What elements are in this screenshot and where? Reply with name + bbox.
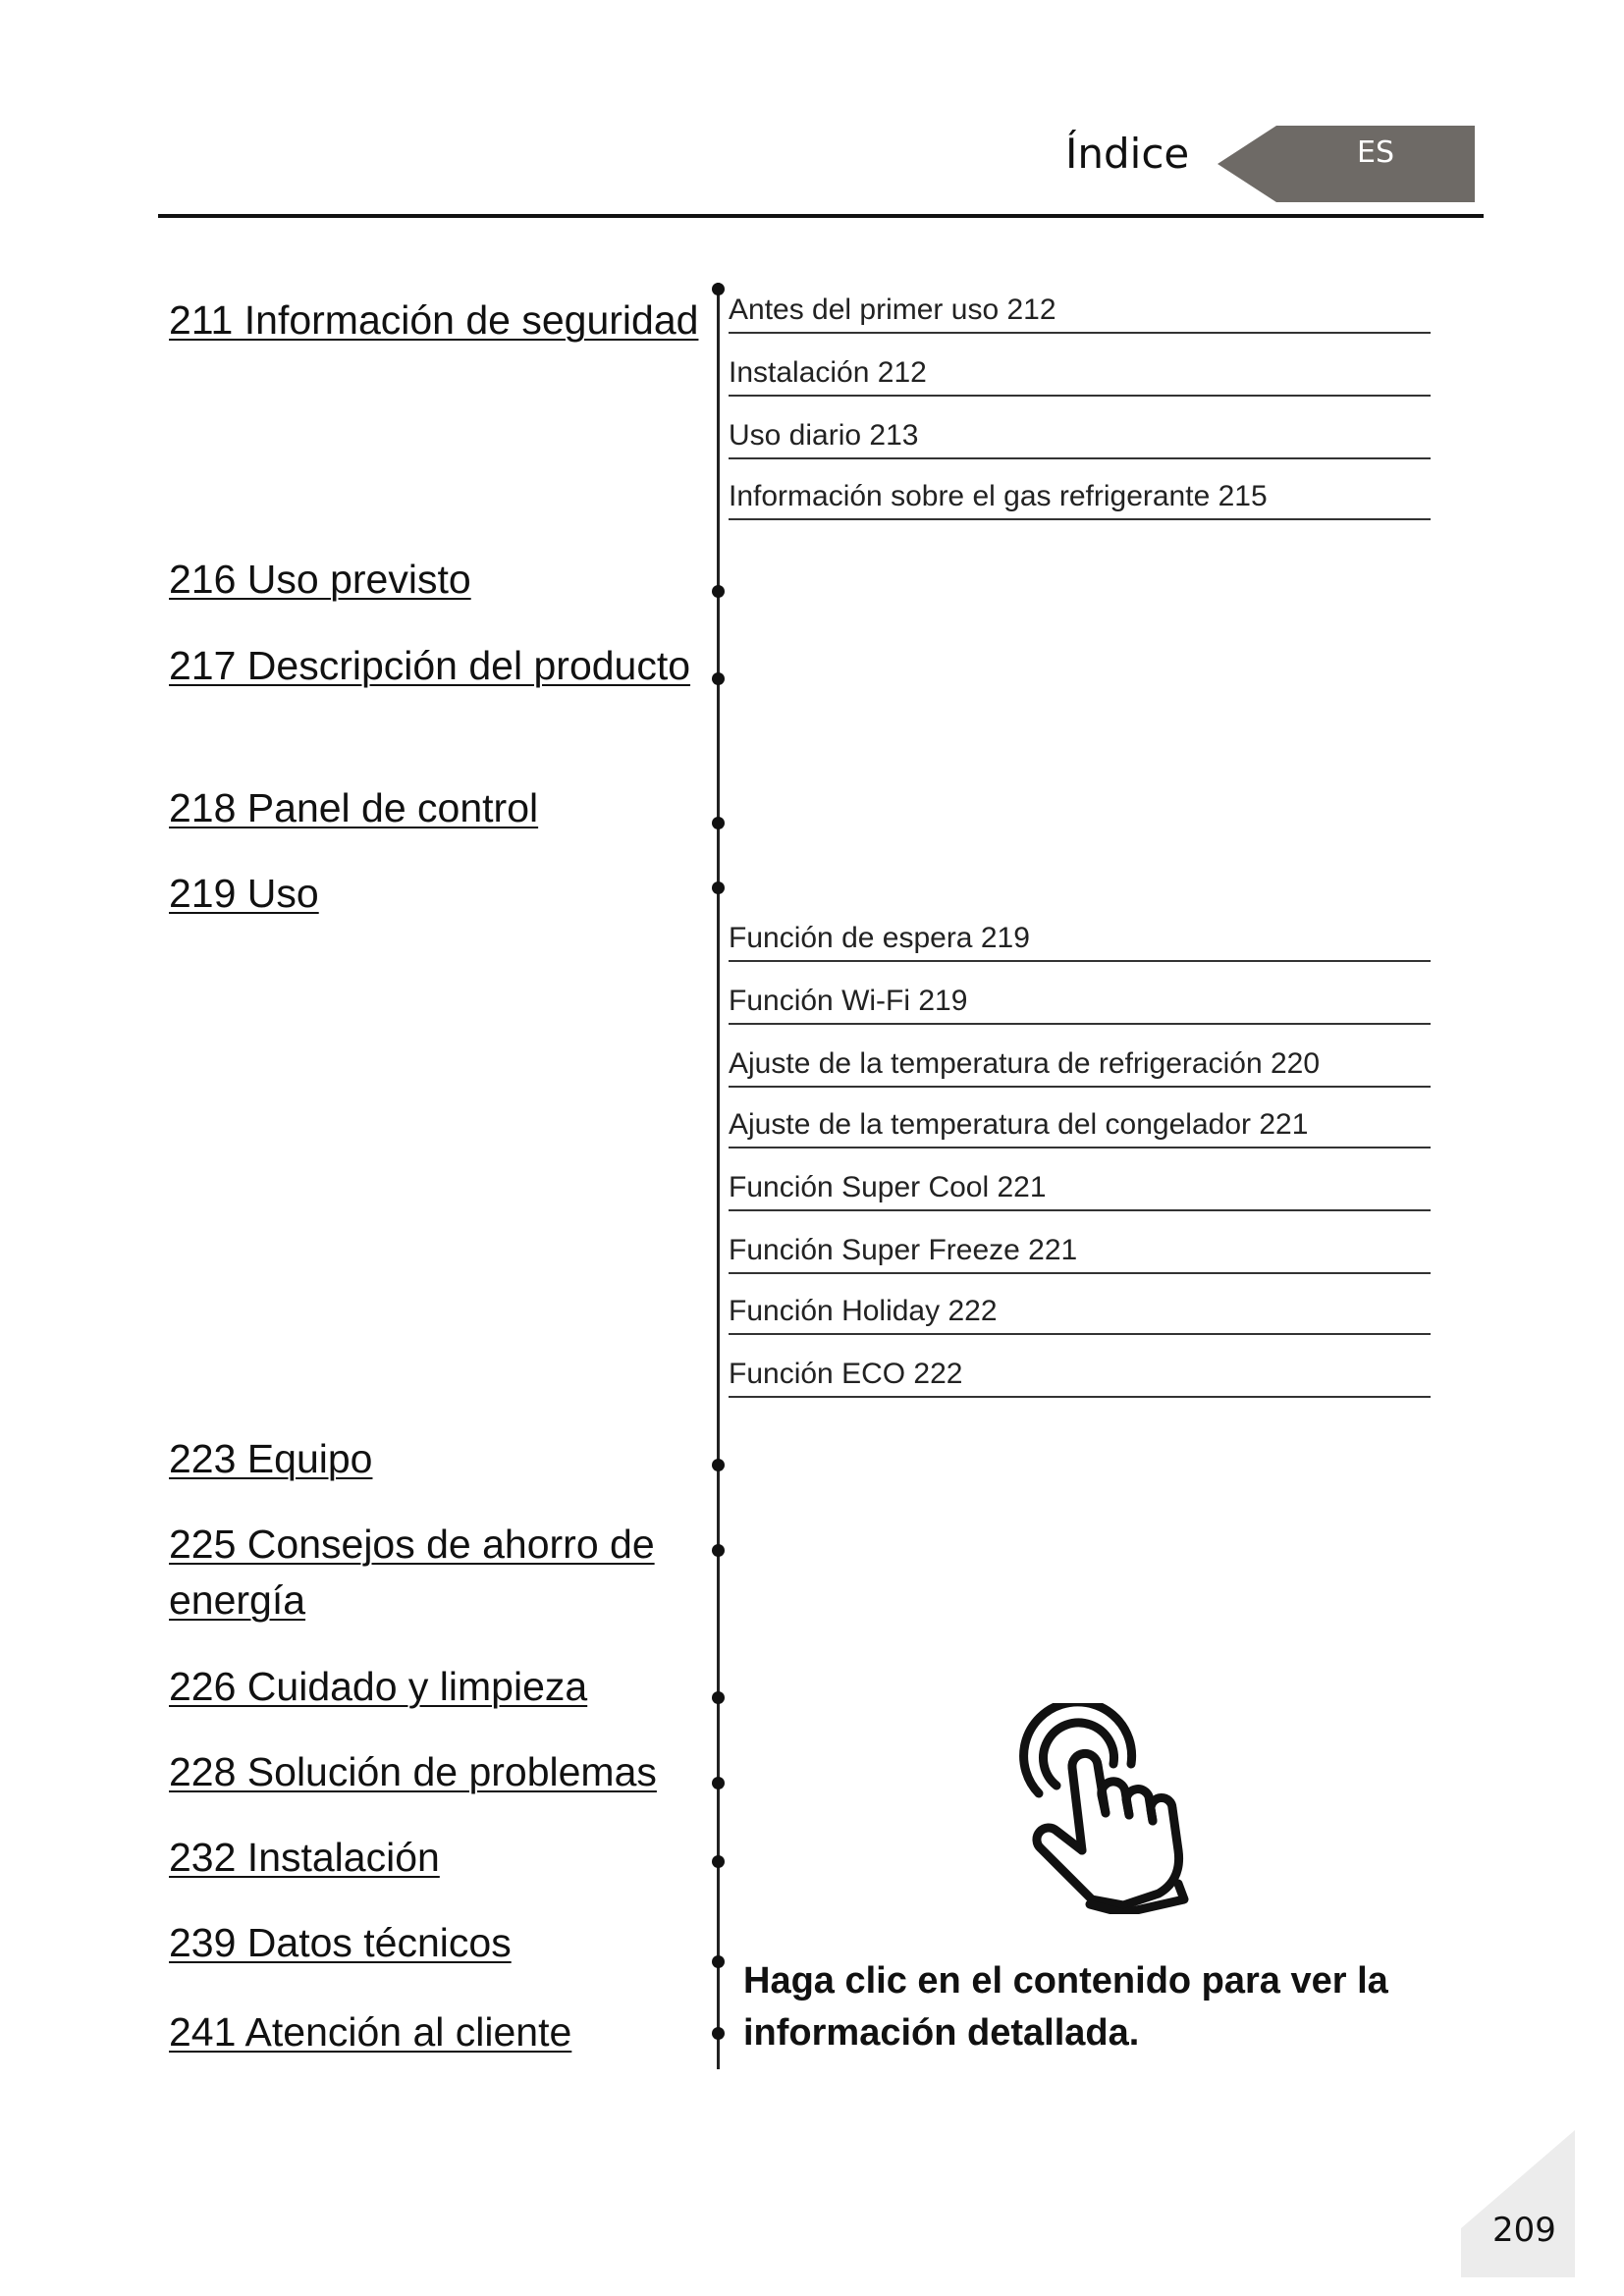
timeline-dot (712, 817, 725, 829)
chapter-link-use[interactable]: 219 Uso (169, 871, 319, 916)
timeline-dot (712, 585, 725, 598)
subsection-link[interactable]: Función Super Cool 221 (729, 1170, 1431, 1211)
subsection-link[interactable]: Función Super Freeze 221 (729, 1233, 1431, 1274)
timeline-dot (712, 1544, 725, 1557)
chapter-link-installation[interactable]: 232 Instalación (169, 1835, 440, 1880)
subsection-link[interactable]: Función Holiday 222 (729, 1294, 1431, 1335)
chapter-link-product-description[interactable]: 217 Descripción del producto (169, 643, 691, 688)
subsection-link[interactable]: Función de espera 219 (729, 921, 1431, 962)
chapter-link-energy-saving[interactable]: 225 Consejos de ahorro de energía (169, 1522, 655, 1623)
timeline-dot (712, 1691, 725, 1704)
language-code: ES (1357, 135, 1394, 170)
chapter-link-care-cleaning[interactable]: 226 Cuidado y limpieza (169, 1664, 588, 1709)
subsection-link[interactable]: Función ECO 222 (729, 1357, 1431, 1398)
tap-hand-icon (1011, 1703, 1198, 1914)
page-title: Índice (1065, 130, 1190, 178)
timeline-dot (712, 283, 725, 295)
chapter-link-equipment[interactable]: 223 Equipo (169, 1436, 373, 1481)
page-number: 209 (1492, 2211, 1556, 2250)
timeline-line (717, 283, 720, 2069)
subsection-link[interactable]: Instalación 212 (729, 355, 1431, 397)
page-corner (1461, 2130, 1575, 2277)
timeline-dot (712, 1459, 725, 1471)
subsection-link[interactable]: Uso diario 213 (729, 418, 1431, 459)
subsection-link[interactable]: Antes del primer uso 212 (729, 293, 1431, 334)
chapter-link-control-panel[interactable]: 218 Panel de control (169, 785, 539, 830)
chapter-link-troubleshooting[interactable]: 228 Solución de problemas (169, 1749, 657, 1794)
subsection-link[interactable]: Función Wi-Fi 219 (729, 984, 1431, 1025)
timeline-dot (712, 2027, 725, 2040)
hint-text: Haga clic en el contenido para ver la información detallada. (743, 1960, 1388, 2054)
chapter-link-customer-service[interactable]: 241 Atención al cliente (169, 2009, 572, 2055)
chapter-link-technical-data[interactable]: 239 Datos técnicos (169, 1920, 512, 1965)
chapter-link-safety[interactable]: 211 Información de seguridad (169, 297, 699, 343)
subsection-link[interactable]: Ajuste de la temperatura del congelador 221 (729, 1107, 1431, 1148)
timeline-dot (712, 881, 725, 894)
timeline-dot (712, 1777, 725, 1789)
timeline-dot (712, 672, 725, 685)
subsection-link[interactable]: Información sobre el gas refrigerante 215 (729, 479, 1431, 520)
timeline-dot (712, 1955, 725, 1968)
timeline-dot (712, 1855, 725, 1868)
subsection-link[interactable]: Ajuste de la temperatura de refrigeración 220 (729, 1046, 1431, 1088)
chapter-link-intended-use[interactable]: 216 Uso previsto (169, 557, 471, 602)
header-divider (158, 214, 1484, 218)
language-tab (1218, 126, 1475, 202)
